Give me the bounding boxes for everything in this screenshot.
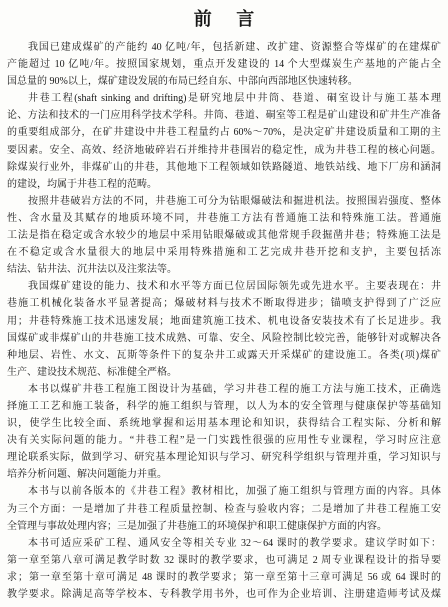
paragraph <box>7 193 441 278</box>
paragraph <box>7 90 441 193</box>
text-line: 工法是指在稳定或含水较少的地层中采用钻眼爆破或其他常规手段掘凿井巷；特殊施工法是 <box>7 230 441 242</box>
text-line: 种地层、岩性、水文、瓦斯等条件下的复杂井工或露天开采煤矿的建设施工。各类(项)煤矿 <box>7 349 441 361</box>
text-line: 第一章至第八章可满足教学时数 32 课时的教学要求，也可满足 2 周专业课程设计的指导要 <box>7 554 441 566</box>
text-line: 为三个方面：一是增加了井巷工程质量控制、检查与验收内容；二是增加了井巷工程施工安 <box>7 503 441 515</box>
text-line: 的建设，均属于井巷工程的范畴。 <box>7 178 157 190</box>
text-line: 产能超过 10 亿吨/年。按照国家规划，重点开发建设的 14 个大型煤炭生产基地的产能占全 <box>7 59 441 71</box>
text-line: 论、方法和技术的一门应用科学技术学科。井筒、巷道、硐室等工程是矿山建设和矿井生产准备 <box>7 110 441 122</box>
text-line: 用；井巷特殊施工技术迅速发展；地面建筑施工技术、机电设备安装技术有了长足进步。我 <box>7 315 441 327</box>
text-line: 结法、钻井法、沉井法以及注浆法等。 <box>7 264 177 276</box>
text-line: 井巷工程(shaft sinking and drifting)是研究地层中井筒、巷道、硐室设计与施工基本理 <box>28 93 441 105</box>
text-line: 巷施工机械化装备水平显著提高；爆破材料与技术不断取得进步；锚喷支护得到了广泛应 <box>7 298 441 310</box>
text-line: 本书以煤矿井巷工程施工图设计为基础，学习井巷工程的施工方法与施工技术，正确选 <box>28 383 441 395</box>
text-line: 我国煤矿建设的能力、技术和水平等方面已位居国际领先或先进水平。主要表现在：井 <box>28 281 441 293</box>
text-line: 理论联系实际，做到学习、研究基本理论知识与学习、研究科学组织与管理并重，学习知识与 <box>7 452 441 464</box>
paragraph <box>7 39 441 90</box>
paragraph <box>7 381 441 484</box>
paragraph <box>7 278 441 381</box>
text-line: 除煤炭行业外，非煤矿山的井巷，其他地下工程领域如铁路隧道、地铁站线、地下厂房和涵洞 <box>7 161 441 173</box>
text-line: 我国已建成煤矿的产能约 40 亿吨/年，包括新建、改扩建、资源整合等煤矿的在建煤矿 <box>28 42 441 53</box>
paragraph <box>7 535 441 603</box>
text-line: 培养分析问题、解决问题能力并重。 <box>7 469 167 481</box>
text-line: 生产、建设技术规范、标准健全严格。 <box>7 366 177 378</box>
text-line: 的重要组成部分，在矿井建设中井巷工程量约占 60%～70%，是决定矿井建设质量和工期的主 <box>7 127 441 139</box>
text-line: 性、含水量及其赋存的地质环境不同，井巷施工方法有普通施工法和特殊施工法。普通施 <box>7 212 441 224</box>
text-line: 在不稳定或含水量很大的地层中采用特殊措施和工艺完成井巷开挖和支护，主要包括冻 <box>7 247 441 259</box>
text-line: 教学要求。除满足高等学校本、专科教学用书外，也可作为企业培训、注册建造师考试及煤 <box>7 589 441 600</box>
text-line: 择施工工艺和施工装备，科学的施工组织与管理，以人为本的安全管理与健康保护等基础知 <box>7 400 441 412</box>
text-line: 求；第一章至第十章可满足 48 课时的教学要求；第一章至第十三章可满足 56 或 64 课时的 <box>7 571 441 583</box>
text-line: 识，使学生比较全面、系统地掌握和运用基本理论和知识，获得结合工程实际、分析和解 <box>7 418 441 430</box>
text-line: 要因素。安全、高效、经济地破碎岩石并维持井巷围岩的稳定性，成为井巷工程的核心问题。 <box>7 144 441 156</box>
text-line: 国煤矿或非煤矿山的井巷施工技术成熟、可靠、安全、风险控制比较完善，能够针对或解决各 <box>7 332 441 344</box>
body-text <box>0 39 448 603</box>
text-line: 本书与以前各版本的《井巷工程》教材相比，加强了施工组织与管理方面的内容。具体 <box>28 486 441 498</box>
text-line: 本书可适应采矿工程、通风安全等相关专业 32～64 课时的教学要求。建议学时如下： <box>28 537 441 549</box>
paragraph <box>7 483 441 534</box>
text-line: 全管理与事故处理内容；三是加强了井巷施工的环境保护和职工健康保护方面的内容。 <box>7 520 387 532</box>
text-line: 按照井巷破岩方法的不同，井巷施工可分为钻眼爆破法和掘进机法。按照围岩强度、整体 <box>28 195 441 207</box>
text-line: 国总量的 90%以上，煤矿建设发展的布局已经自东、中部向西部地区快速转移。 <box>7 76 358 88</box>
page-title: 前 言 <box>193 9 261 29</box>
text-line: 决有关实际问题的能力。“井巷工程”是一门实践性很强的应用性专业课程，学习时应注意 <box>7 435 441 447</box>
